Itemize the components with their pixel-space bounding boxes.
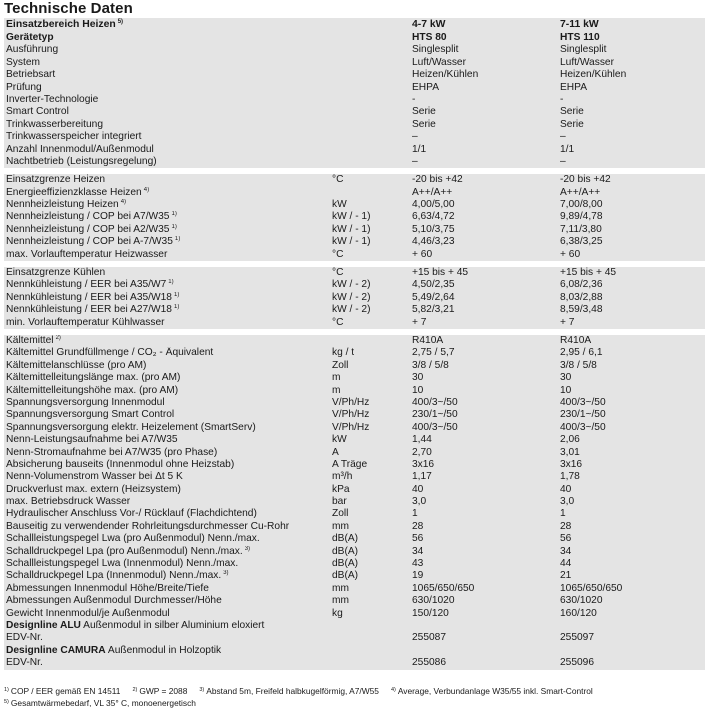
- row-value-2: 7,11/3,80: [560, 223, 602, 235]
- row-label: Abmessungen Innenmodul Höhe/Breite/Tiefe: [6, 582, 209, 594]
- row-value-1: 255086: [412, 657, 446, 669]
- row-unit: kW / - 1): [332, 223, 371, 235]
- table-row: [4, 267, 705, 279]
- row-value-1: [412, 645, 560, 657]
- row-value-1: HTS 80: [412, 32, 447, 43]
- row-value-2: 6,08/2,36: [560, 279, 603, 291]
- row-label: Spannungsversorgung elektr. Heizelement (SmartServ): [6, 421, 256, 433]
- row-value-2: Luft/Wasser: [560, 56, 614, 68]
- row-value-1: 1065/650/650: [412, 582, 475, 594]
- row-label: Nenn-Stromaufnahme bei A7/W35 (pro Phase): [6, 446, 218, 458]
- table-row: [4, 44, 705, 56]
- row-label: Einsatzgrenze Kühlen: [6, 267, 106, 279]
- row-value-1: 4,00/5,00: [412, 199, 455, 211]
- row-value-1: 6,63/4,72: [412, 211, 455, 223]
- table-row: [4, 484, 705, 496]
- row-label: Nennheizleistung / COP bei A-7/W35 $^{1)}$: [6, 236, 181, 248]
- row-unit: V/Ph/Hz: [332, 409, 370, 421]
- row-unit: [332, 632, 412, 644]
- row-value-2: 8,59/3,48: [560, 304, 603, 316]
- row-unit: dB(A): [332, 558, 359, 570]
- row-unit: mm: [332, 582, 349, 594]
- table-row: [4, 608, 705, 620]
- row-unit: dB(A): [332, 545, 359, 557]
- row-unit: [332, 94, 412, 106]
- row-value-2: 30: [560, 372, 572, 384]
- row-value-1: 30: [412, 372, 424, 384]
- row-unit: [332, 657, 412, 669]
- table-row: [4, 447, 705, 459]
- row-value-1: Serie: [412, 106, 436, 118]
- row-value-2: 3x16: [560, 458, 583, 470]
- footnote-ref: 1): [171, 211, 177, 218]
- footnote: $^{5)}$ Gesamtwärmebedarf, VL 35° C, monoenergetisch: [4, 698, 196, 708]
- row-value-1: 400/3~/50: [412, 396, 458, 408]
- row-value-2: 255096: [560, 657, 594, 669]
- row-label: Nenn-Leistungsaufnahme bei A7/W35: [6, 434, 178, 446]
- header-unit-col: [332, 18, 412, 32]
- table-row: [4, 372, 705, 384]
- table-row: [4, 508, 705, 520]
- row-value-1: Singlesplit: [412, 44, 459, 56]
- table-row: [4, 236, 705, 248]
- header-footnote-ref: 5): [117, 19, 124, 25]
- footnotes-line-2: [4, 698, 208, 708]
- row-value-2: +15 bis + 45: [560, 267, 617, 279]
- table-row: [4, 211, 705, 223]
- row-value-2: 3,0: [560, 496, 575, 508]
- row-unit: kPa: [332, 483, 350, 495]
- row-value-2: 255097: [560, 632, 594, 644]
- table-row: [4, 583, 705, 595]
- row-unit: mm: [332, 520, 349, 532]
- table-row: [4, 57, 705, 69]
- table-row: [4, 347, 705, 359]
- row-label: Ausführung: [6, 44, 59, 56]
- row-label: Inverter-Technologie: [6, 93, 99, 105]
- row-unit: [332, 620, 412, 632]
- row-label: Trinkwasserspeicher integriert: [6, 131, 142, 143]
- row-unit: °C: [332, 267, 344, 279]
- footnote-ref: 2): [55, 334, 61, 341]
- table-row: [4, 657, 705, 669]
- row-unit: kW / - 2): [332, 279, 371, 291]
- row-value-1: +15 bis + 45: [412, 267, 469, 279]
- table-row: [4, 533, 705, 545]
- row-value-2: 400/3~/50: [560, 396, 606, 408]
- row-unit: mm: [332, 595, 349, 607]
- row-unit: V/Ph/Hz: [332, 421, 370, 433]
- table-row: [4, 595, 705, 607]
- row-unit: [332, 82, 412, 94]
- table-row: [4, 335, 705, 347]
- table-row: [4, 397, 705, 409]
- row-unit: °C: [332, 316, 344, 328]
- row-value-1: + 7: [412, 316, 427, 328]
- row-label: min. Vorlauftemperatur Kühlwasser: [6, 316, 165, 328]
- row-value-1: 630/1020: [412, 595, 455, 607]
- row-value-1: 150/120: [412, 607, 449, 619]
- row-value-1: 1,17: [412, 471, 432, 483]
- table-row: [4, 119, 705, 131]
- footnote-ref: 4): [120, 199, 127, 206]
- row-value-1: 5,10/3,75: [412, 223, 455, 235]
- row-value-2: –: [560, 131, 566, 143]
- row-value-2: Serie: [560, 118, 584, 130]
- row-label: Kältemittelanschlüsse (pro AM): [6, 359, 147, 371]
- row-unit: kW: [332, 434, 347, 446]
- row-value-1: R410A: [412, 334, 444, 346]
- row-value-2: 160/120: [560, 607, 597, 619]
- row-value-1: 19: [412, 570, 424, 582]
- row-label: EDV-Nr.: [6, 657, 43, 669]
- row-unit: dB(A): [332, 570, 359, 582]
- row-label: Bauseitig zu verwendender Rohrleitungsdurchmesser Cu-Rohr: [6, 520, 290, 532]
- footnote-ref: 1): [171, 223, 177, 230]
- row-value-2: 9,89/4,78: [560, 211, 603, 223]
- row-unit: m: [332, 384, 341, 396]
- row-value-2: HTS 110: [560, 32, 600, 43]
- row-value-2: [560, 620, 705, 632]
- row-value-2: 1/1: [560, 143, 575, 155]
- footnote-ref: 1): [173, 291, 180, 298]
- row-unit: [332, 44, 412, 56]
- row-value-2: 7,00/8,00: [560, 199, 603, 211]
- table-row: [4, 304, 705, 316]
- row-value-2: 2,95 / 6,1: [560, 347, 603, 359]
- row-value-1: -20 bis +42: [412, 174, 463, 186]
- row-value-1: 1: [412, 508, 418, 520]
- row-value-2: 230/1~/50: [560, 409, 606, 421]
- row-value-2: 2,06: [560, 434, 580, 446]
- row-value-2: 10: [560, 384, 572, 396]
- row-value-2: [560, 645, 705, 657]
- row-value-1: 10: [412, 384, 424, 396]
- row-unit: A: [332, 446, 339, 458]
- row-value-1: 1/1: [412, 143, 427, 155]
- row-label: Energieeffizienzklasse Heizen $^{4)}$: [6, 186, 150, 198]
- table-header: [4, 18, 705, 32]
- footnote-ref: 3): [244, 545, 251, 552]
- row-unit: [332, 57, 412, 69]
- table-row: [4, 385, 705, 397]
- table-row: [4, 69, 705, 81]
- row-value-1: 56: [412, 533, 424, 545]
- table-row: [4, 620, 705, 632]
- row-value-1: 3x16: [412, 458, 435, 470]
- row-label: Kältemittel Grundfüllmenge / CO₂ - Äquivalent: [6, 347, 214, 359]
- row-label: Designline CAMURA Außenmodul in Holzoptik: [6, 644, 222, 656]
- row-label: Nennkühleistung / EER bei A35/W18 $^{1)}$: [6, 291, 180, 303]
- row-value-2: 630/1020: [560, 595, 603, 607]
- row-label: Absicherung bauseits (Innenmodul ohne Heizstab): [6, 458, 235, 470]
- table-row: [4, 224, 705, 236]
- row-value-2: EHPA: [560, 81, 587, 93]
- table-row: [4, 174, 705, 186]
- row-unit: [332, 32, 412, 44]
- table-row: [4, 409, 705, 421]
- row-label: Nennheizleistung / COP bei A7/W35 $^{1)}$: [6, 211, 177, 223]
- row-value-1: Luft/Wasser: [412, 56, 466, 68]
- row-label: Nachtbetrieb (Leistungsregelung): [6, 155, 157, 167]
- row-label: Abmessungen Außenmodul Durchmesser/Höhe: [6, 595, 222, 607]
- row-label: Nennheizleistung Heizen $^{4)}$: [6, 199, 127, 211]
- row-unit: V/Ph/Hz: [332, 396, 370, 408]
- row-value-2: 3/8 / 5/8: [560, 359, 597, 371]
- row-unit: °C: [332, 174, 344, 186]
- footnote: $^{3)}$ Abstand 5m, Freifeld halbkugelförmig, A7/W55: [199, 686, 379, 696]
- footnote-ref: 3): [223, 570, 229, 577]
- row-unit: [332, 187, 412, 199]
- row-value-2: 28: [560, 520, 572, 532]
- row-value-2: 40: [560, 483, 572, 495]
- row-value-2: + 7: [560, 316, 575, 328]
- row-label: Nennheizleistung / COP bei A2/W35 $^{1)}$: [6, 223, 177, 235]
- row-label: Kältemittelleitungshöhe max. (pro AM): [6, 384, 179, 396]
- header-col-2: 7-11 kW: [560, 19, 599, 30]
- table-row: [4, 422, 705, 434]
- header-label-text: Einsatzbereich Heizen: [6, 19, 116, 30]
- row-value-2: 6,38/3,25: [560, 236, 603, 248]
- row-label: max. Betriebsdruck Wasser: [6, 496, 131, 508]
- footnote-ref: 1): [168, 279, 174, 286]
- footnote-ref: 1): [174, 236, 181, 243]
- row-unit: [332, 645, 412, 657]
- row-unit: kg / t: [332, 347, 355, 359]
- table-row: [4, 496, 705, 508]
- table-row: [4, 570, 705, 582]
- row-value-1: 3,0: [412, 496, 427, 508]
- row-unit: [332, 119, 412, 131]
- row-label: Kältemittelleitungslänge max. (pro AM): [6, 372, 181, 384]
- row-value-2: 1,78: [560, 471, 580, 483]
- row-value-1: [412, 620, 560, 632]
- footnote: $^{1)}$ COP / EER gemäß EN 14511: [4, 686, 121, 696]
- row-label: Schalldruckpegel Lpa (pro Außenmodul) Nenn./max. $^{3)}$: [6, 545, 251, 557]
- row-label: Druckverlust max. extern (Heizsystem): [6, 483, 181, 495]
- page-title: Technische Daten: [4, 0, 133, 17]
- row-label: Schallleistungspegel Lwa (pro Außenmodul) Nenn./max.: [6, 533, 260, 545]
- row-label: Einsatzgrenze Heizen: [6, 174, 106, 186]
- row-unit: [332, 131, 412, 143]
- row-value-1: 400/3~/50: [412, 421, 458, 433]
- table-row: [4, 317, 705, 329]
- row-unit: m: [332, 372, 341, 384]
- row-value-1: EHPA: [412, 81, 439, 93]
- row-value-2: 44: [560, 558, 572, 570]
- row-value-2: R410A: [560, 334, 592, 346]
- row-label: Smart Control: [6, 106, 69, 118]
- table-row: [4, 546, 705, 558]
- row-label: Schallleistungspegel Lwa (Innenmodul) Nenn./max.: [6, 558, 239, 570]
- table-row: [4, 360, 705, 372]
- row-label: Prüfung: [6, 81, 42, 93]
- row-value-1: Heizen/Kühlen: [412, 69, 479, 81]
- row-unit: kW: [332, 199, 347, 211]
- row-value-1: 2,75 / 5,7: [412, 347, 455, 359]
- table-row: [4, 32, 705, 44]
- table-row: [4, 144, 705, 156]
- row-value-1: A++/A++: [412, 186, 453, 198]
- row-value-1: 230/1~/50: [412, 409, 458, 421]
- row-value-1: + 60: [412, 248, 433, 260]
- row-label: Anzahl Innenmodul/Außenmodul: [6, 143, 154, 155]
- row-unit: kW / - 2): [332, 304, 371, 316]
- row-label: Designline ALU Außenmodul in silber Aluminium eloxiert: [6, 619, 265, 631]
- row-value-2: 56: [560, 533, 572, 545]
- row-value-2: 400/3~/50: [560, 421, 606, 433]
- row-value-2: Serie: [560, 106, 584, 118]
- row-value-2: 34: [560, 545, 572, 557]
- row-label: Kältemittel $^{2)}$: [6, 334, 61, 346]
- row-value-2: 1: [560, 508, 566, 520]
- row-unit: Zoll: [332, 359, 349, 371]
- row-label: Schalldruckpegel Lpa (Innenmodul) Nenn./max. $^{3)}$: [6, 570, 229, 582]
- row-unit: [332, 335, 412, 347]
- row-value-1: 255087: [412, 632, 446, 644]
- row-value-2: 1065/650/650: [560, 582, 623, 594]
- row-value-2: A++/A++: [560, 186, 601, 198]
- row-unit: kg: [332, 607, 343, 619]
- footnote-ref: 4): [143, 186, 150, 193]
- footnote-ref: 1): [173, 304, 180, 311]
- table-row: [4, 82, 705, 94]
- row-unit: kW / - 1): [332, 211, 371, 223]
- row-value-1: –: [412, 131, 418, 143]
- table-row: [4, 645, 705, 657]
- row-unit: [332, 106, 412, 118]
- row-value-1: 4,50/2,35: [412, 279, 455, 291]
- row-label: EDV-Nr.: [6, 632, 43, 644]
- row-unit: [332, 156, 412, 168]
- row-value-2: -20 bis +42: [560, 174, 611, 186]
- footnote: $^{4)}$ Average, Verbundanlage W35/55 inkl. Smart-Control: [390, 686, 593, 696]
- row-value-1: 43: [412, 558, 424, 570]
- row-label: System: [6, 56, 40, 68]
- row-value-2: Singlesplit: [560, 44, 607, 56]
- row-label: Hydraulischer Anschluss Vor-/ Rücklauf (Flachdichtend): [6, 508, 257, 520]
- row-label: max. Vorlauftemperatur Heizwasser: [6, 248, 168, 260]
- row-label: Gerätetyp: [6, 32, 54, 43]
- table-row: [4, 94, 705, 106]
- spec-table: [4, 18, 705, 670]
- row-value-1: 34: [412, 545, 424, 557]
- header-label: [4, 18, 332, 32]
- row-value-2: –: [560, 155, 566, 167]
- table-row: [4, 187, 705, 199]
- row-value-2: -: [560, 93, 564, 105]
- table-row: [4, 249, 705, 261]
- row-unit: [332, 144, 412, 156]
- row-unit: A Träge: [332, 458, 368, 470]
- table-row: [4, 459, 705, 471]
- row-label: Gewicht Innenmodul/je Außenmodul: [6, 607, 170, 619]
- table-row: [4, 434, 705, 446]
- row-value-1: 40: [412, 483, 424, 495]
- row-value-1: 4,46/3,23: [412, 236, 455, 248]
- row-label: Betriebsart: [6, 69, 56, 81]
- row-value-1: -: [412, 93, 416, 105]
- footnote: $^{2)}$ GWP = 2088: [132, 686, 188, 696]
- row-value-1: 3/8 / 5/8: [412, 359, 449, 371]
- row-unit: °C: [332, 248, 344, 260]
- row-unit: kW / - 2): [332, 291, 371, 303]
- table-row: [4, 279, 705, 291]
- row-value-1: 2,70: [412, 446, 432, 458]
- footnotes-line-1: [4, 686, 605, 696]
- row-label: Trinkwasserbereitung: [6, 118, 104, 130]
- row-unit: Zoll: [332, 508, 349, 520]
- table-row: [4, 632, 705, 644]
- row-value-1: 5,49/2,64: [412, 291, 455, 303]
- row-value-2: 8,03/2,88: [560, 291, 603, 303]
- header-col-1: 4-7 kW: [412, 19, 446, 30]
- row-unit: [332, 69, 412, 81]
- row-value-1: Serie: [412, 118, 436, 130]
- table-row: [4, 292, 705, 304]
- table-row: [4, 471, 705, 483]
- table-row: [4, 156, 705, 168]
- table-row: [4, 199, 705, 211]
- row-label: Nennkühleistung / EER bei A35/W7 $^{1)}$: [6, 279, 174, 291]
- row-value-2: 21: [560, 570, 572, 582]
- row-unit: bar: [332, 496, 347, 508]
- row-label: Nennkühleistung / EER bei A27/W18 $^{1)}$: [6, 304, 180, 316]
- row-value-2: Heizen/Kühlen: [560, 69, 627, 81]
- row-unit: kW / - 1): [332, 236, 371, 248]
- row-value-2: 3,01: [560, 446, 580, 458]
- row-unit: m³/h: [332, 471, 353, 483]
- row-value-2: + 60: [560, 248, 581, 260]
- row-label: Nenn-Volumenstrom Wasser bei Δt 5 K: [6, 471, 183, 483]
- row-label: Spannungsversorgung Smart Control: [6, 409, 175, 421]
- row-label: Spannungsversorgung Innenmodul: [6, 396, 165, 408]
- row-unit: dB(A): [332, 533, 359, 545]
- row-value-1: 28: [412, 520, 424, 532]
- table-row: [4, 521, 705, 533]
- table-row: [4, 106, 705, 118]
- table-row: [4, 558, 705, 570]
- row-value-1: 1,44: [412, 434, 432, 446]
- table-row: [4, 131, 705, 143]
- row-value-1: –: [412, 155, 418, 167]
- row-value-1: 5,82/3,21: [412, 304, 455, 316]
